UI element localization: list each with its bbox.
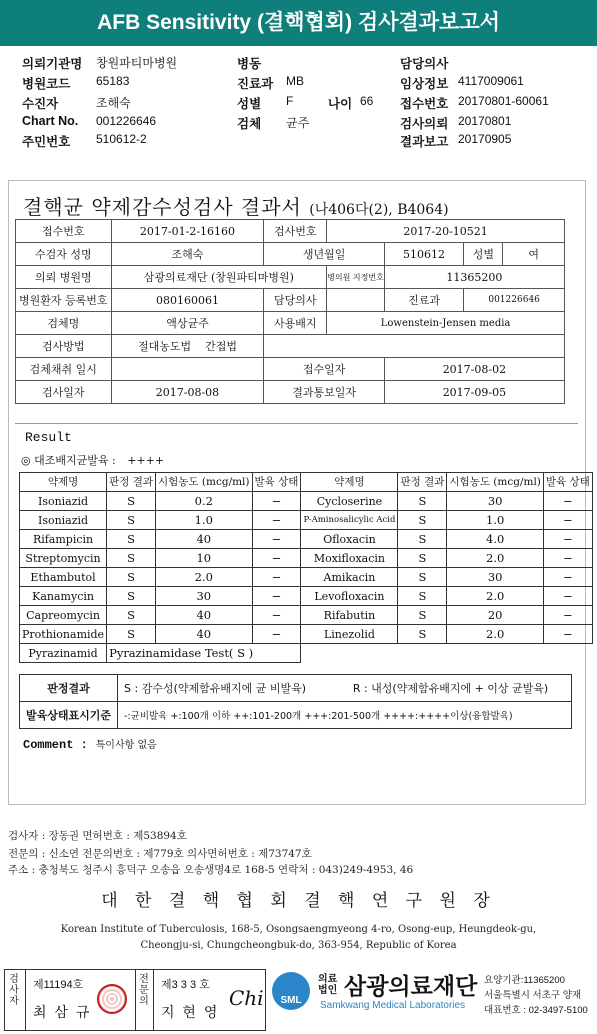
report-date-value: 20170905 bbox=[458, 132, 512, 146]
judge-result: S bbox=[107, 625, 156, 644]
drug-name: Kanamycin bbox=[20, 587, 107, 606]
cell: 11365200 bbox=[384, 266, 564, 289]
test-concentration: 40 bbox=[156, 530, 253, 549]
drug-table bbox=[19, 472, 593, 663]
judge-result: S bbox=[398, 568, 447, 587]
sex-label: 성별 bbox=[237, 97, 262, 111]
drug-name: Linezolid bbox=[301, 625, 398, 644]
seal-icon bbox=[97, 984, 127, 1014]
cell: 성별 bbox=[464, 243, 503, 266]
drug-name: Isoniazid bbox=[20, 511, 107, 530]
institute-name: 대 한 결 핵 협 회 결 핵 연 구 원 장 bbox=[101, 891, 496, 911]
code-value: 65183 bbox=[96, 74, 130, 88]
comment: Comment : 특이사항 없음 bbox=[23, 738, 157, 752]
table-row bbox=[20, 587, 593, 606]
table-row bbox=[20, 511, 593, 530]
cell: 검체명 bbox=[16, 312, 112, 335]
column-header: 발육 상태 bbox=[252, 473, 301, 492]
result-label: Result bbox=[25, 430, 72, 445]
doctor-label: 담당의사 bbox=[400, 57, 449, 71]
judge-result: S bbox=[398, 511, 447, 530]
drug-name: Isoniazid bbox=[20, 492, 107, 511]
footer-specialist: 전문의 : 신소연 전문의번호 : 제779호 의사면허번호 : 제73747호 bbox=[8, 848, 312, 860]
table-row bbox=[16, 220, 565, 243]
cell: 액상균주 bbox=[111, 312, 264, 335]
legend-susceptible: S : 감수성(약제함유배지에 균 비발육) bbox=[118, 675, 347, 702]
growth-status: − bbox=[252, 606, 301, 625]
judge-result: S bbox=[107, 511, 156, 530]
dept-value: MB bbox=[286, 74, 304, 88]
growth-status: − bbox=[543, 568, 592, 587]
cell: 여 bbox=[503, 243, 565, 266]
cell: 001226646 bbox=[464, 289, 565, 312]
test-concentration: 40 bbox=[156, 625, 253, 644]
judge-result: S bbox=[107, 606, 156, 625]
table-row bbox=[20, 492, 593, 511]
column-header: 시험농도 (mcg/ml) bbox=[447, 473, 544, 492]
care-number: 요양기관:11365200 bbox=[484, 975, 565, 986]
growth-status: − bbox=[543, 530, 592, 549]
column-header: 발육 상태 bbox=[543, 473, 592, 492]
legend-label: 발육상태표시기준 bbox=[20, 702, 118, 729]
patient-table bbox=[15, 219, 565, 404]
empty-cell bbox=[301, 644, 592, 663]
clinical-label: 임상정보 bbox=[400, 77, 449, 91]
test-concentration: 4.0 bbox=[447, 530, 544, 549]
cell: 510612 bbox=[384, 243, 463, 266]
cell: 결과통보일자 bbox=[264, 381, 384, 404]
growth-status: − bbox=[252, 587, 301, 606]
column-header: 시험농도 (mcg/ml) bbox=[156, 473, 253, 492]
cell bbox=[327, 289, 385, 312]
growth-status: − bbox=[252, 530, 301, 549]
cell: 검사방법 bbox=[16, 335, 112, 358]
test-concentration: 2.0 bbox=[156, 568, 253, 587]
cell bbox=[111, 358, 264, 381]
cell: 사용배지 bbox=[264, 312, 327, 335]
signature-mark: Chi bbox=[229, 986, 264, 1010]
table-row bbox=[16, 266, 565, 289]
institute-address-2: Cheongju-si, Chungcheongbuk-do, 363-954, Republic of Korea bbox=[140, 940, 457, 951]
judge-result: S bbox=[398, 587, 447, 606]
drug-name: Pyrazinamid bbox=[20, 644, 107, 663]
table-row bbox=[20, 702, 572, 729]
specialist-name: 지 현 영 bbox=[161, 1004, 220, 1020]
judge-result: S bbox=[107, 492, 156, 511]
test-concentration: 30 bbox=[447, 492, 544, 511]
resident-value: 510612-2 bbox=[96, 132, 147, 146]
drug-rows bbox=[20, 492, 593, 644]
judge-result: S bbox=[107, 549, 156, 568]
lab-name: 삼광의료재단 bbox=[344, 973, 478, 999]
report-code: (나406다(2), B4064) bbox=[309, 202, 449, 218]
footer-tester: 검사자 : 장동권 면허번호 : 제53894호 bbox=[8, 830, 187, 842]
growth-status: − bbox=[543, 625, 592, 644]
tester-license: 제11194호 bbox=[33, 979, 84, 991]
test-concentration: 40 bbox=[156, 606, 253, 625]
column-header: 약제명 bbox=[20, 473, 107, 492]
receipt-label: 접수번호 bbox=[400, 97, 449, 111]
cell: 생년월일 bbox=[264, 243, 384, 266]
growth-status: − bbox=[252, 568, 301, 587]
drug-name: Levofloxacin bbox=[301, 587, 398, 606]
signature-box bbox=[4, 969, 266, 1031]
corp-label: 의료 법인 bbox=[318, 974, 338, 996]
collector-label: 수진자 bbox=[22, 97, 59, 111]
cell: 2017-08-08 bbox=[111, 381, 264, 404]
table-row bbox=[20, 675, 572, 702]
drug-name: Ethambutol bbox=[20, 568, 107, 587]
growth-status: − bbox=[252, 511, 301, 530]
growth-status: − bbox=[252, 625, 301, 644]
cell: 2017-09-05 bbox=[384, 381, 564, 404]
test-concentration: 20 bbox=[447, 606, 544, 625]
drug-name: Amikacin bbox=[301, 568, 398, 587]
growth-status: − bbox=[543, 492, 592, 511]
age-value: 66 bbox=[360, 94, 374, 108]
specimen-label: 검체 bbox=[237, 117, 262, 131]
result-section bbox=[15, 423, 590, 803]
legend-growth: -:균비발육 +:100개 이하 ++:101-200개 +++:201-500개 ++++:++++이상(융합발육) bbox=[118, 702, 572, 729]
chart-label: Chart No. bbox=[22, 114, 79, 128]
cell: 병의원 지정번호 bbox=[327, 266, 385, 289]
hospital-label: 의뢰기관명 bbox=[22, 57, 83, 71]
test-concentration: 1.0 bbox=[447, 511, 544, 530]
judge-result: S bbox=[107, 530, 156, 549]
tester-vertical-label: 검사자 bbox=[9, 974, 19, 1007]
specimen-value: 균주 bbox=[286, 116, 310, 130]
column-header: 판정 결과 bbox=[398, 473, 447, 492]
table-row bbox=[16, 312, 565, 335]
judge-result: S bbox=[398, 492, 447, 511]
signature-bar bbox=[0, 966, 597, 1034]
lab-phone: 대표번호 : 02-3497-5100 bbox=[484, 1005, 588, 1016]
cell: 절대농도법 간접법 bbox=[111, 335, 264, 358]
receipt-value: 20170801-60061 bbox=[458, 94, 549, 108]
institute-address-1: Korean Institute of Tuberculosis, 168-5, Osongsaengmyeong 4-ro, Osong-eup, Heungdeok-gu, bbox=[60, 924, 537, 935]
specialist-vertical-label: 전문의 bbox=[139, 974, 149, 1007]
test-concentration: 30 bbox=[156, 587, 253, 606]
judge-result: S bbox=[398, 530, 447, 549]
sml-logo: SML bbox=[272, 972, 310, 1010]
chart-value: 001226646 bbox=[96, 114, 157, 128]
cell: 삼광의료재단 (창원파티마병원) bbox=[111, 266, 327, 289]
table-row bbox=[20, 606, 593, 625]
cell bbox=[264, 335, 565, 358]
growth-status: − bbox=[543, 549, 592, 568]
clinical-value: 4117009061 bbox=[458, 74, 524, 88]
footer-address: 주소 : 충청북도 청주시 흥덕구 오송읍 오송생명4로 168-5 연락처 : 043)249-4953, 46 bbox=[8, 864, 414, 876]
cell: 수검자 성명 bbox=[16, 243, 112, 266]
growth-status: − bbox=[543, 606, 592, 625]
sex-value: F bbox=[286, 94, 294, 108]
growth-status: − bbox=[252, 492, 301, 511]
table-header-row bbox=[20, 473, 593, 492]
table-row bbox=[20, 549, 593, 568]
table-row bbox=[20, 568, 593, 587]
judge-result: S bbox=[398, 549, 447, 568]
age-label: 나이 bbox=[328, 97, 353, 111]
drug-name: Ofloxacin bbox=[301, 530, 398, 549]
collector-value: 조해숙 bbox=[96, 96, 131, 110]
cell: 병원환자 등록번호 bbox=[16, 289, 112, 312]
judge-result: S bbox=[107, 587, 156, 606]
table-row bbox=[20, 644, 593, 663]
growth-status: − bbox=[543, 511, 592, 530]
column-header: 약제명 bbox=[301, 473, 398, 492]
judge-result: S bbox=[398, 625, 447, 644]
lab-address: 서울특별시 서초구 양재 bbox=[484, 990, 582, 1001]
ward-label: 병동 bbox=[237, 57, 262, 71]
control-growth: ◎ 대조배지균발육 : ++++ bbox=[21, 454, 165, 467]
dept-label: 진료과 bbox=[237, 77, 274, 91]
legend-label: 판정결과 bbox=[20, 675, 118, 702]
report-date-label: 결과보고 bbox=[400, 135, 449, 149]
cell: 의뢰 병원명 bbox=[16, 266, 112, 289]
cell: Lowenstein-Jensen media bbox=[327, 312, 565, 335]
patient-info bbox=[0, 50, 597, 150]
cell: 접수번호 bbox=[16, 220, 112, 243]
legend-resistant: R : 내성(약제함유배지에 + 이상 균발육) bbox=[347, 675, 572, 702]
cell: 진료과 bbox=[384, 289, 463, 312]
drug-name: P-Aminosalicylic Acid bbox=[301, 511, 398, 530]
code-label: 병원코드 bbox=[22, 77, 71, 91]
cell: 검사번호 bbox=[264, 220, 327, 243]
lab-name-en: Samkwang Medical Laboratories bbox=[320, 1000, 466, 1011]
cell: 2017-20-10521 bbox=[327, 220, 565, 243]
pza-test: Pyrazinamidase Test( S ) bbox=[107, 644, 301, 663]
judge-result: S bbox=[107, 568, 156, 587]
test-concentration: 2.0 bbox=[447, 587, 544, 606]
cell: 검체채취 일시 bbox=[16, 358, 112, 381]
drug-name: Rifampicin bbox=[20, 530, 107, 549]
scanned-report bbox=[8, 180, 590, 805]
request-value: 20170801 bbox=[458, 114, 512, 128]
drug-name: Cycloserine bbox=[301, 492, 398, 511]
cell: 담당의사 bbox=[264, 289, 327, 312]
growth-status: − bbox=[252, 549, 301, 568]
request-label: 검사의뢰 bbox=[400, 117, 449, 131]
cell: 조해숙 bbox=[111, 243, 264, 266]
report-header: AFB Sensitivity (결핵협회) 검사결과보고서 bbox=[0, 0, 597, 46]
table-row bbox=[16, 289, 565, 312]
report-title: 결핵균 약제감수성검사 결과서 (나406다(2), B4064) bbox=[23, 195, 449, 219]
table-row bbox=[16, 335, 565, 358]
test-concentration: 0.2 bbox=[156, 492, 253, 511]
drug-name: Capreomycin bbox=[20, 606, 107, 625]
table-row bbox=[20, 530, 593, 549]
cell: 2017-01-2-16160 bbox=[111, 220, 264, 243]
growth-status: − bbox=[543, 587, 592, 606]
test-concentration: 30 bbox=[447, 568, 544, 587]
drug-name: Streptomycin bbox=[20, 549, 107, 568]
drug-name: Prothionamide bbox=[20, 625, 107, 644]
drug-name: Moxifloxacin bbox=[301, 549, 398, 568]
test-concentration: 10 bbox=[156, 549, 253, 568]
cell: 접수일자 bbox=[264, 358, 384, 381]
test-concentration: 1.0 bbox=[156, 511, 253, 530]
table-row bbox=[16, 243, 565, 266]
legend-table bbox=[19, 674, 572, 729]
specialist-license: 제3 3 3 호 bbox=[161, 979, 210, 991]
column-header: 판정 결과 bbox=[107, 473, 156, 492]
resident-label: 주민번호 bbox=[22, 135, 71, 149]
tester-name: 최 삼 규 bbox=[33, 1004, 92, 1020]
cell: 080160061 bbox=[111, 289, 264, 312]
table-row bbox=[20, 625, 593, 644]
test-concentration: 2.0 bbox=[447, 625, 544, 644]
cell: 검사일자 bbox=[16, 381, 112, 404]
test-concentration: 2.0 bbox=[447, 549, 544, 568]
hospital-value: 창원파티마병원 bbox=[96, 56, 178, 70]
table-row bbox=[16, 381, 565, 404]
table-row bbox=[16, 358, 565, 381]
judge-result: S bbox=[398, 606, 447, 625]
drug-name: Rifabutin bbox=[301, 606, 398, 625]
cell: 2017-08-02 bbox=[384, 358, 564, 381]
